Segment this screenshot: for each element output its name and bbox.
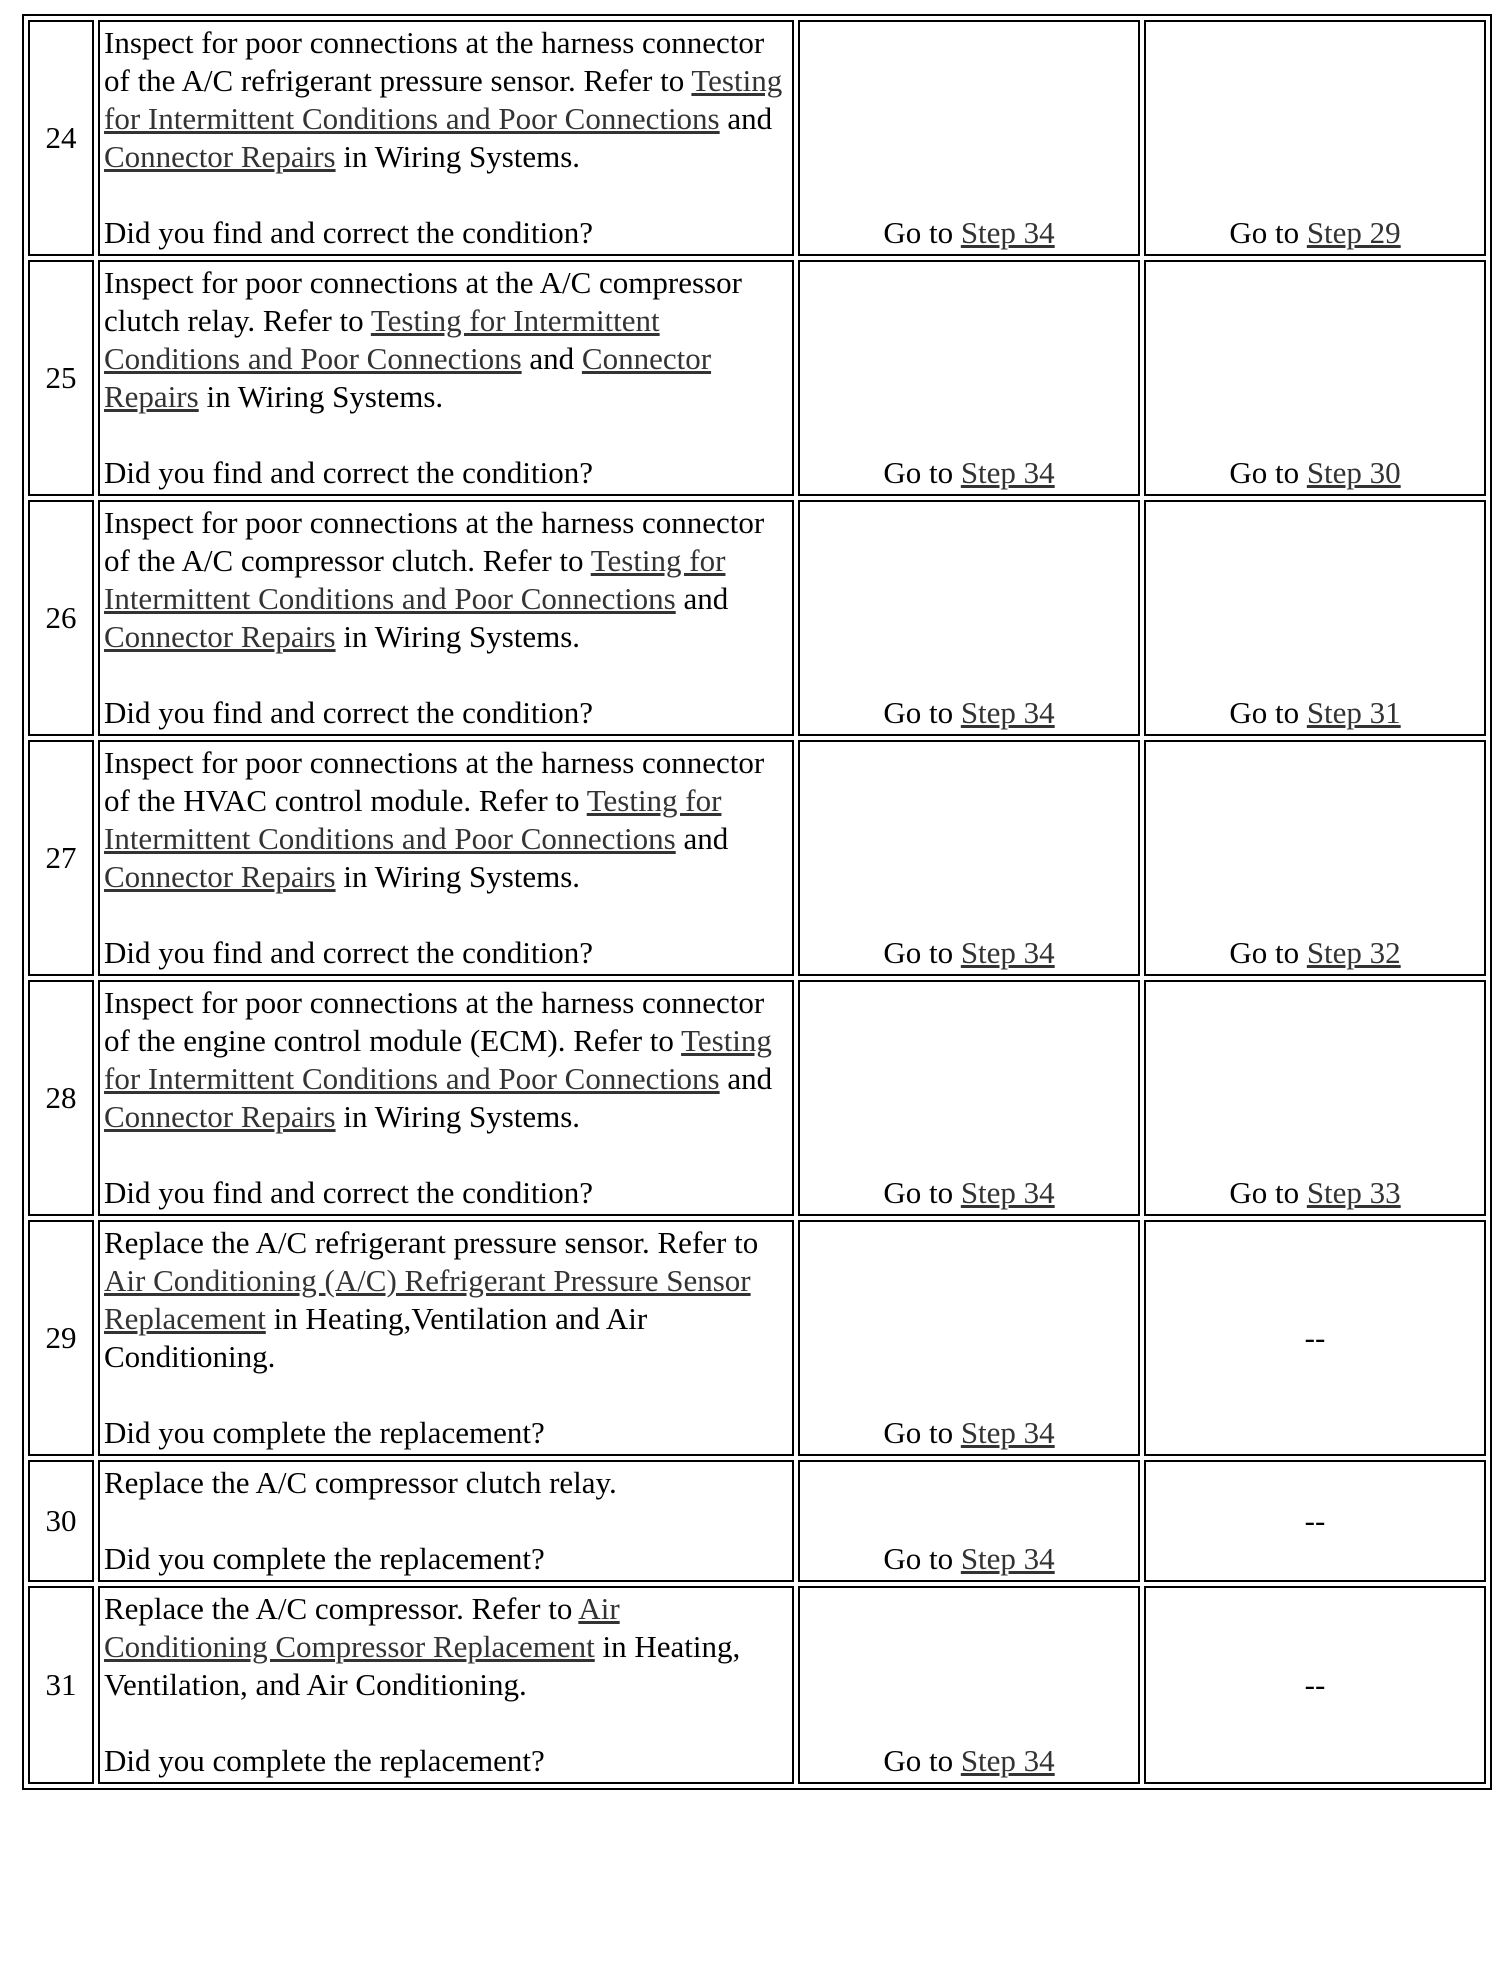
- yes-result: [798, 260, 1140, 496]
- instruction-text: in Wiring Systems.: [335, 859, 581, 894]
- step-number: 29: [28, 1220, 94, 1456]
- no-result: [1144, 1460, 1486, 1582]
- action-instruction: [104, 1590, 788, 1704]
- step-action: [98, 500, 794, 736]
- goto-step-link[interactable]: Step 34: [960, 695, 1055, 730]
- step-number: 28: [28, 980, 94, 1216]
- goto-label: Go to: [1229, 455, 1307, 490]
- instruction-text: and: [675, 821, 729, 856]
- goto-step-link[interactable]: Step 31: [1306, 695, 1401, 730]
- step-row-26: [28, 500, 1486, 736]
- action-instruction: [104, 264, 788, 416]
- step-question: Did you find and correct the condition?: [104, 215, 593, 250]
- yes-result: [798, 980, 1140, 1216]
- goto-label: Go to: [883, 1541, 961, 1576]
- yes-result: [798, 500, 1140, 736]
- no-result: [1144, 740, 1486, 976]
- reference-link[interactable]: Air Conditioning (A/C) Refrigerant Pressure Sensor Replacement: [104, 1263, 751, 1336]
- step-action: [98, 740, 794, 976]
- step-number: 30: [28, 1460, 94, 1582]
- reference-link[interactable]: Testing for Intermittent Conditions and Poor Connections: [104, 543, 726, 616]
- step-action: [98, 1460, 794, 1582]
- reference-link[interactable]: Testing for Intermittent Conditions and Poor Connections: [104, 63, 783, 136]
- instruction-text: Replace the A/C compressor clutch relay.: [104, 1465, 617, 1500]
- goto-label: Go to: [883, 455, 961, 490]
- no-result: [1144, 20, 1486, 256]
- step-number: 26: [28, 500, 94, 736]
- spacer: [104, 1502, 788, 1540]
- goto-step-link[interactable]: Step 34: [960, 215, 1055, 250]
- goto-label: Go to: [1229, 935, 1307, 970]
- step-row-31: [28, 1586, 1486, 1784]
- spacer: [104, 656, 788, 694]
- step-row-30: [28, 1460, 1486, 1582]
- step-action: [98, 980, 794, 1216]
- step-action: [98, 1586, 794, 1784]
- reference-link[interactable]: Testing for Intermittent Conditions and Poor Connections: [104, 1023, 772, 1096]
- instruction-text: in Heating, Ventilation, and Air Conditioning.: [104, 1629, 741, 1702]
- step-number: 31: [28, 1586, 94, 1784]
- step-action: [98, 20, 794, 256]
- action-instruction: [104, 504, 788, 656]
- goto-step-link[interactable]: Step 34: [960, 1175, 1055, 1210]
- goto-step-link[interactable]: Step 34: [960, 935, 1055, 970]
- instruction-text: Inspect for poor connections at the harness connector of the A/C compressor clutch. Refer to: [104, 505, 765, 578]
- instruction-text: Inspect for poor connections at the harness connector of the engine control module (ECM). Refer to: [104, 985, 765, 1058]
- reference-link[interactable]: Connector Repairs: [104, 139, 336, 174]
- goto-label: Go to: [1229, 215, 1307, 250]
- goto-label: Go to: [883, 215, 961, 250]
- spacer: [104, 1704, 788, 1742]
- instruction-text: and: [719, 1061, 773, 1096]
- goto-label: Go to: [1229, 695, 1307, 730]
- goto-step-link[interactable]: Step 34: [960, 1541, 1055, 1576]
- no-result: [1144, 260, 1486, 496]
- action-instruction: [104, 1464, 788, 1502]
- action-instruction: [104, 1224, 788, 1376]
- step-question: Did you find and correct the condition?: [104, 455, 593, 490]
- action-instruction: [104, 24, 788, 176]
- no-result: [1144, 980, 1486, 1216]
- reference-link[interactable]: Air Conditioning Compressor Replacement: [104, 1591, 620, 1664]
- instruction-text: in Wiring Systems.: [198, 379, 444, 414]
- spacer: [104, 416, 788, 454]
- spacer: [104, 1136, 788, 1174]
- step-row-25: [28, 260, 1486, 496]
- instruction-text: Inspect for poor connections at the A/C compressor clutch relay. Refer to: [104, 265, 742, 338]
- no-result: [1144, 1220, 1486, 1456]
- not-applicable-text: --: [1304, 1667, 1326, 1702]
- no-result: [1144, 1586, 1486, 1784]
- step-number: 27: [28, 740, 94, 976]
- diagnostic-table-container: [22, 14, 1474, 1790]
- step-row-29: [28, 1220, 1486, 1456]
- step-question: Did you complete the replacement?: [104, 1541, 545, 1576]
- instruction-text: Inspect for poor connections at the harness connector of the HVAC control module. Refer to: [104, 745, 765, 818]
- instruction-text: Replace the A/C compressor. Refer to: [104, 1591, 579, 1626]
- instruction-text: Inspect for poor connections at the harness connector of the A/C refrigerant pressure sensor. Refer to: [104, 25, 765, 98]
- yes-result: [798, 20, 1140, 256]
- action-instruction: [104, 744, 788, 896]
- step-action: [98, 260, 794, 496]
- spacer: [104, 896, 788, 934]
- no-result: [1144, 500, 1486, 736]
- instruction-text: in Wiring Systems.: [335, 1099, 581, 1134]
- spacer: [104, 1376, 788, 1414]
- step-question: Did you find and correct the condition?: [104, 695, 593, 730]
- step-question: Did you complete the replacement?: [104, 1743, 545, 1778]
- reference-link[interactable]: Connector Repairs: [104, 619, 336, 654]
- not-applicable-text: --: [1304, 1320, 1326, 1355]
- diagnostic-steps-body: [28, 20, 1486, 1784]
- step-number: 24: [28, 20, 94, 256]
- step-action: [98, 1220, 794, 1456]
- diagnostic-steps-table: [22, 14, 1492, 1790]
- step-row-27: [28, 740, 1486, 976]
- reference-link[interactable]: Testing for Intermittent Conditions and Poor Connections: [104, 783, 722, 856]
- step-question: Did you find and correct the condition?: [104, 1175, 593, 1210]
- spacer: [104, 176, 788, 214]
- goto-step-link[interactable]: Step 34: [960, 1743, 1055, 1778]
- goto-step-link[interactable]: Step 34: [960, 455, 1055, 490]
- reference-link[interactable]: Connector Repairs: [104, 1099, 336, 1134]
- not-applicable-text: --: [1304, 1503, 1326, 1538]
- yes-result: [798, 1460, 1140, 1582]
- goto-step-link[interactable]: Step 29: [1306, 215, 1401, 250]
- instruction-text: and: [675, 581, 729, 616]
- yes-result: [798, 740, 1140, 976]
- step-number: 25: [28, 260, 94, 496]
- yes-result: [798, 1220, 1140, 1456]
- step-row-28: [28, 980, 1486, 1216]
- goto-step-link[interactable]: Step 34: [960, 1415, 1055, 1450]
- reference-link[interactable]: Connector Repairs: [104, 859, 336, 894]
- instruction-text: in Wiring Systems.: [335, 619, 581, 654]
- instruction-text: and: [719, 101, 773, 136]
- instruction-text: Replace the A/C refrigerant pressure sensor. Refer to: [104, 1225, 759, 1260]
- goto-step-link[interactable]: Step 30: [1306, 455, 1401, 490]
- goto-label: Go to: [883, 1175, 961, 1210]
- goto-label: Go to: [883, 1415, 961, 1450]
- instruction-text: in Heating,Ventilation and Air Conditioning.: [104, 1301, 648, 1374]
- step-row-24: [28, 20, 1486, 256]
- goto-step-link[interactable]: Step 33: [1306, 1175, 1401, 1210]
- reference-link[interactable]: Connector Repairs: [104, 341, 712, 414]
- instruction-text: and: [521, 341, 582, 376]
- goto-label: Go to: [1229, 1175, 1307, 1210]
- goto-label: Go to: [883, 695, 961, 730]
- goto-label: Go to: [883, 1743, 961, 1778]
- action-instruction: [104, 984, 788, 1136]
- goto-label: Go to: [883, 935, 961, 970]
- step-question: Did you complete the replacement?: [104, 1415, 545, 1450]
- reference-link[interactable]: Testing for Intermittent Conditions and Poor Connections: [104, 303, 660, 376]
- step-question: Did you find and correct the condition?: [104, 935, 593, 970]
- instruction-text: in Wiring Systems.: [335, 139, 581, 174]
- yes-result: [798, 1586, 1140, 1784]
- goto-step-link[interactable]: Step 32: [1306, 935, 1401, 970]
